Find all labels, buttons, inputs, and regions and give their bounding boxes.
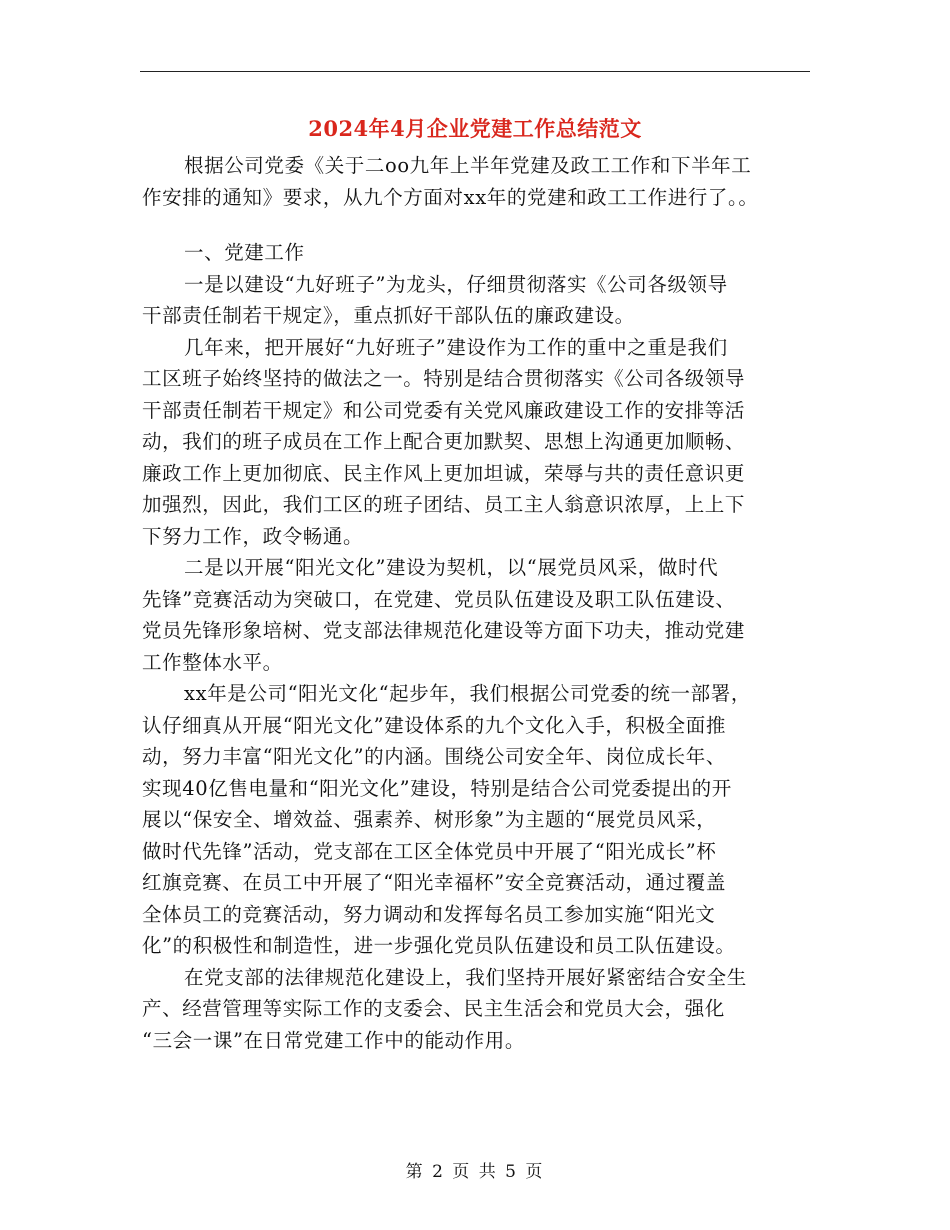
text-line: 工作整体水平。 xyxy=(142,650,283,674)
paragraph-gap xyxy=(142,213,810,237)
text-line: 廉政工作上更加彻底、民主作风上更加坦诚，荣辱与共的责任意识更 xyxy=(142,461,746,485)
section-heading xyxy=(142,237,810,269)
text-line: 根据公司党委《关于二oo九年上半年党建及政工工作和下半年工 xyxy=(184,154,752,177)
text-line: 在党支部的法律规范化建设上，我们坚持开展好紧密结合安全生 xyxy=(184,965,747,989)
page-number: 第 2 页 共 5 页 xyxy=(405,1162,545,1182)
paragraph xyxy=(142,678,810,962)
text-line: 做时代先锋”活动，党支部在工区全体党员中开展了“阳光成长”杯 xyxy=(142,839,717,863)
paragraph xyxy=(142,552,810,678)
paragraph xyxy=(142,269,810,332)
text-line: 下努力工作，政令畅通。 xyxy=(142,524,364,548)
text-line: 认仔细真从开展“阳光文化”建设体系的九个文化入手，积极全面推 xyxy=(142,713,726,737)
text-line: 一是以建设“九好班子”为龙头，仔细贯彻落实《公司各级领导 xyxy=(184,272,728,296)
text-line: 全体员工的竞赛活动，努力调动和发挥每名员工参加实施“阳光文 xyxy=(142,902,716,926)
text-line: 二是以开展“阳光文化”建设为契机，以“展党员风采，做时代 xyxy=(184,556,719,579)
text-line: 工区班子始终坚持的做法之一。特别是结合贯彻落实《公司各级领导 xyxy=(142,367,746,390)
header-rule xyxy=(140,71,810,72)
text-line: 实现40亿售电量和“阳光文化”建设，特别是结合公司党委提出的开 xyxy=(142,776,732,800)
text-line: 红旗竞赛、在员工中开展了“阳光幸福杯”安全竞赛活动，通过覆盖 xyxy=(142,871,726,894)
text-line: 先锋”竞赛活动为突破口，在党建、党员队伍建设及职工队伍建设、 xyxy=(142,587,736,611)
text-line: 展以“保安全、增效益、强素养、树形象”为主题的“展党员风采， xyxy=(142,808,717,831)
text-line: 加强烈，因此，我们工区的班子团结、员工主人翁意识浓厚，上上下 xyxy=(142,493,746,516)
text-line: 一、党建工作 xyxy=(184,241,305,264)
paragraph xyxy=(142,150,810,213)
document-body xyxy=(142,150,810,1056)
text-line: “三会一课”在日常党建工作中的能动作用。 xyxy=(142,1028,525,1052)
text-line: 作安排的通知》要求，从九个方面对xx年的党建和政工工作进行了。。 xyxy=(142,185,759,209)
text-line: 化”的积极性和制造性，进一步强化党员队伍建设和员工队伍建设。 xyxy=(142,934,736,957)
text-line: 干部责任制若干规定》，重点抓好干部队伍的廉政建设。 xyxy=(142,304,635,327)
text-line: 动，努力丰富“阳光文化”的内涵。围绕公司安全年、岗位成长年、 xyxy=(142,745,726,768)
text-line: 党员先锋形象培树、党支部法律规范化建设等方面下功夫，推动党建 xyxy=(142,619,746,642)
text-line: 干部责任制若干规定》和公司党委有关党风廉政建设工作的安排等活 xyxy=(142,398,746,422)
document-title: 2024年4月企业党建工作总结范文 xyxy=(308,116,642,141)
text-line: 动，我们的班子成员在工作上配合更加默契、思想上沟通更加顺畅、 xyxy=(142,430,746,453)
text-line: 几年来，把开展好“九好班子”建设作为工作的重中之重是我们 xyxy=(184,335,728,359)
paragraph xyxy=(142,962,810,1057)
text-line: xx年是公司“阳光文化“起步年，我们根据公司党委的统一部署， xyxy=(184,682,751,705)
text-line: 产、经营管理等实际工作的支委会、民主生活会和党员大会，强化 xyxy=(142,997,725,1020)
paragraph xyxy=(142,332,810,553)
